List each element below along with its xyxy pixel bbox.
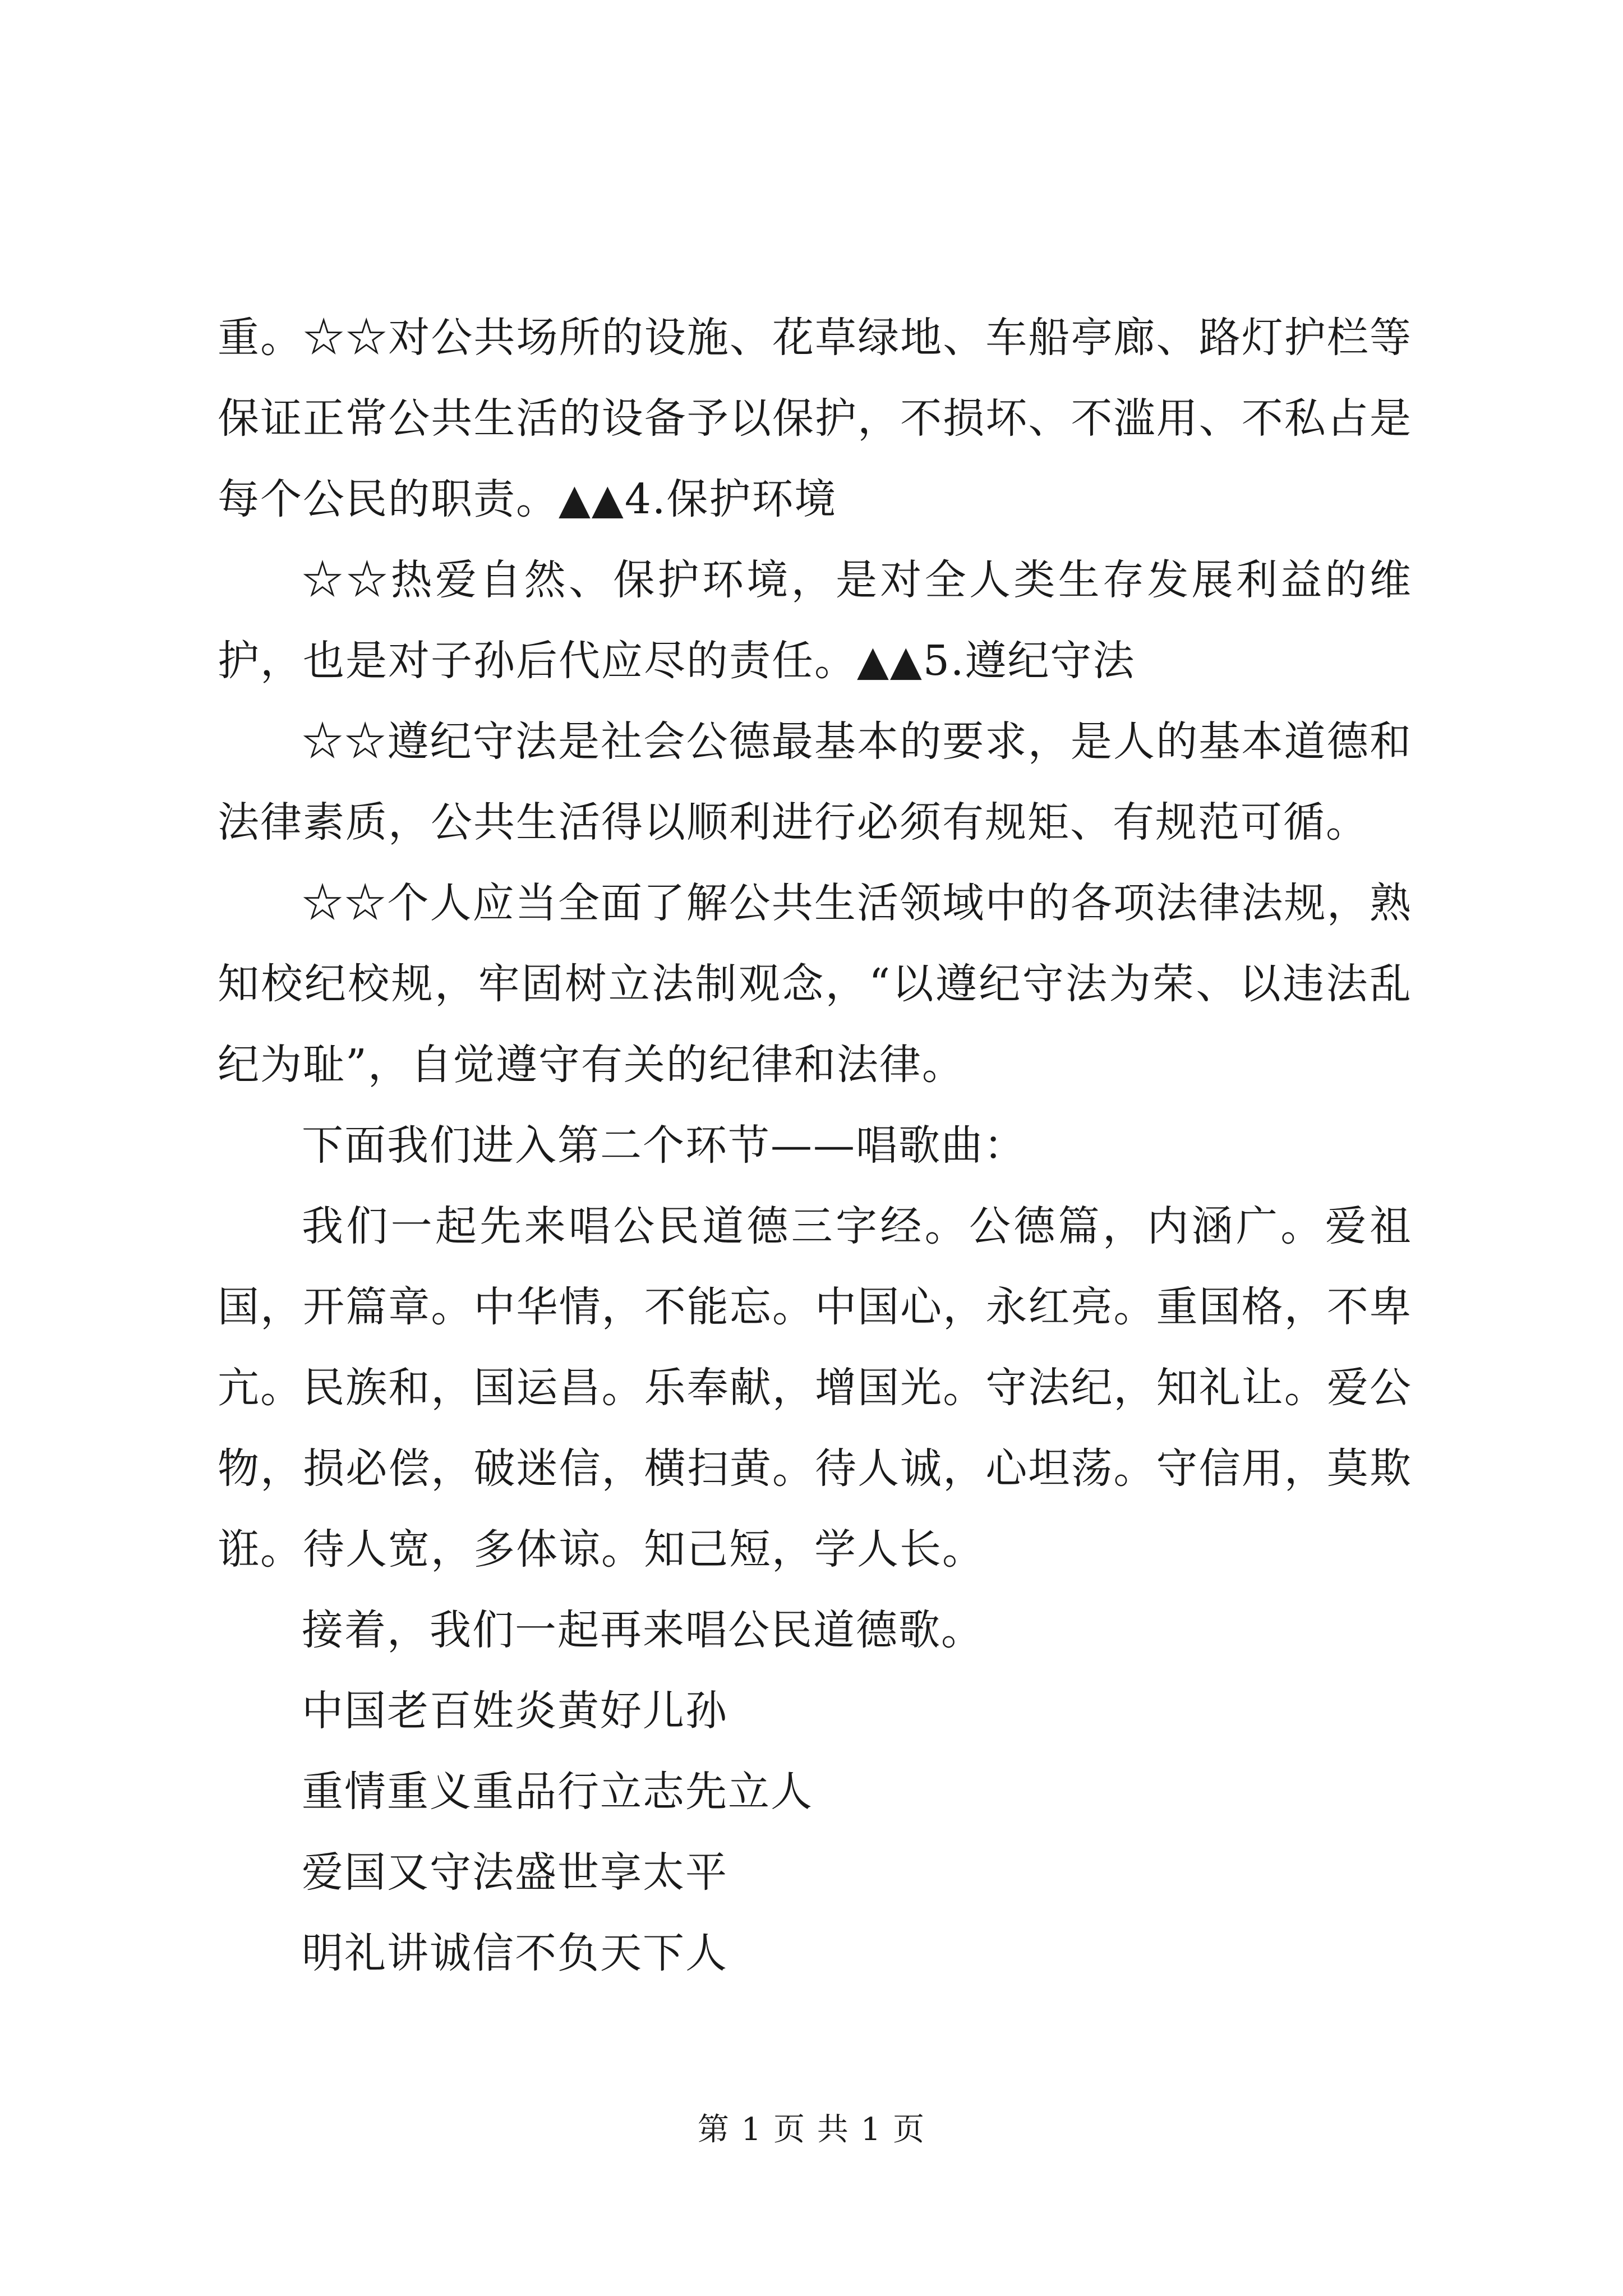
lyric-line-2: 重情重义重品行立志先立人 <box>302 1768 813 1816</box>
lyric-line-4: 明礼讲诚信不负天下人 <box>302 1929 728 1977</box>
lyric-line-1: 中国老百姓炎黄好儿孙 <box>302 1687 728 1735</box>
paragraph-citizen-morality-song: 接着，我们一起再来唱公民道德歌。 <box>302 1606 984 1654</box>
paragraph-public-facilities: 重。☆☆对公共场所的设施、花草绿地、车船亭廊、路灯护栏等保证正常公共生活的设备予以保护，不损坏、不滥用、不私占是每个公民的职责。▲▲4.保护环境 <box>218 314 1412 523</box>
paragraph-second-segment: 下面我们进入第二个环节——唱歌曲： <box>302 1121 1026 1170</box>
paragraph-protect-environment: ☆☆热爱自然、保护环境，是对全人类生存发展利益的维护，也是对子孙后代应尽的责任。▲▲5.遵纪守法 <box>218 556 1412 685</box>
lyric-line-3: 爱国又守法盛世享太平 <box>302 1848 728 1897</box>
document-body <box>218 297 1412 1994</box>
paragraph-obey-law: ☆☆遵纪守法是社会公德最基本的要求，是人的基本道德和法律素质，公共生活得以顺利进行必须有规矩、有规范可循。 <box>218 717 1412 846</box>
page-number-footer: 第 1 页 共 1 页 <box>697 2111 926 2148</box>
paragraph-know-regulations: ☆☆个人应当全面了解公共生活领域中的各项法律法规，熟知校纪校规，牢固树立法制观念，“以遵纪守法为荣、以违法乱纪为耻”，自觉遵守有关的纪律和法律。 <box>218 879 1412 1089</box>
paragraph-three-character-classic: 我们一起先来唱公民道德三字经。公德篇，内涵广。爱祖国，开篇章。中华情，不能忘。中国心，永红亮。重国格，不卑亢。民族和，国运昌。乐奉献，增国光。守法纪，知礼让。爱公物，损必偿，破迷信，横扫黄。待人诚，心坦荡。守信用，莫欺诳。待人宽，多体谅。知己短，学人长。 <box>218 1202 1412 1573</box>
